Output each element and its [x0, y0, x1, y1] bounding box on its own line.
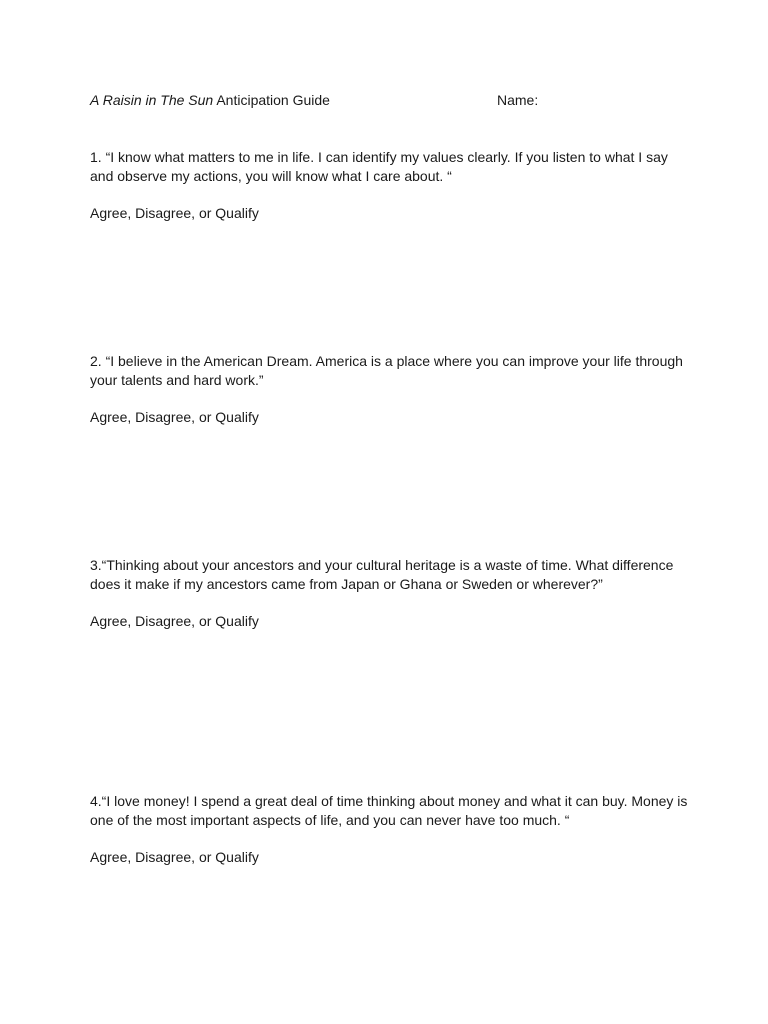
- question-1-text: 1. “I know what matters to me in life. I can identify my values clearly. If you listen to what I say and observe my actions, you will know what I care about. “: [90, 149, 668, 184]
- question-4: [90, 792, 690, 867]
- question-4-text: 4.“I love money! I spend a great deal of time thinking about money and what it can buy. Money is one of the most important aspects of life, and you can never have too much. “: [90, 793, 688, 828]
- question-1-response-prompt: Agree, Disagree, or Qualify: [90, 205, 259, 221]
- question-2: [90, 352, 690, 427]
- question-3: [90, 556, 690, 631]
- question-3-response-prompt: Agree, Disagree, or Qualify: [90, 613, 259, 629]
- title-book-name: A Raisin in The Sun: [90, 92, 214, 108]
- name-label: Name:: [497, 92, 539, 108]
- title-suffix: Anticipation Guide: [213, 92, 330, 108]
- question-4-response-prompt: Agree, Disagree, or Qualify: [90, 849, 259, 865]
- question-3-text: 3.“Thinking about your ancestors and your cultural heritage is a waste of time. What difference does it make if my ancestors came from Japan or Ghana or Sweden or wherever?”: [90, 557, 674, 592]
- worksheet-header: [90, 91, 690, 111]
- question-2-text: 2. “I believe in the American Dream. America is a place where you can improve your life through your talents and hard work.”: [90, 353, 683, 388]
- page-title: [90, 91, 330, 110]
- question-1: [90, 148, 690, 223]
- question-2-response-prompt: Agree, Disagree, or Qualify: [90, 409, 259, 425]
